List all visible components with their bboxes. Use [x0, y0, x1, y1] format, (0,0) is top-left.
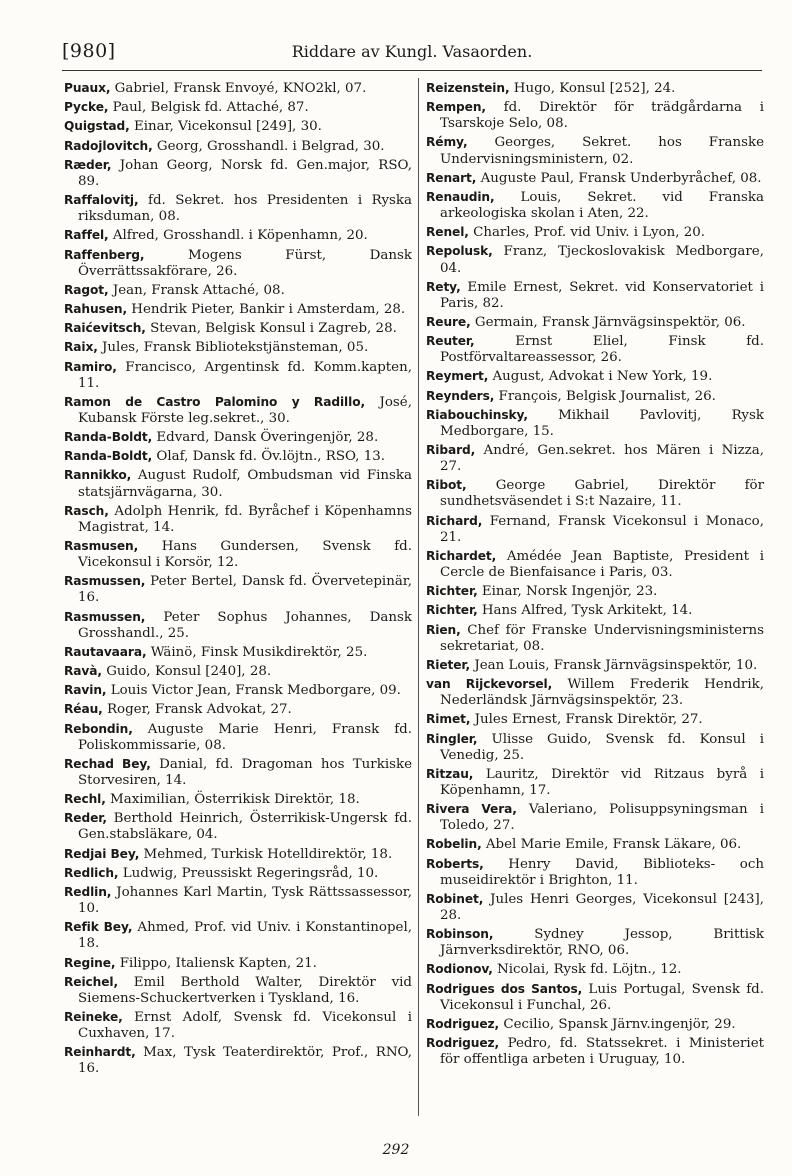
entry-name: Puaux, [64, 81, 111, 95]
entry-details: Einar, Norsk Ingenjör, 23. [481, 584, 658, 600]
entry-name: Ritzau, [426, 766, 474, 781]
entry-name: Ribot, [426, 478, 467, 493]
directory-entry [426, 602, 764, 619]
entry-details: Jean Louis, Fransk Järnvägsinspektör, 10. [474, 657, 758, 673]
directory-entry [64, 609, 412, 642]
entry-name: Reuter, [426, 334, 475, 349]
entry-name: Repolusk, [426, 244, 493, 259]
entry-name: Radojlovitch, [64, 138, 153, 153]
entry-details: August, Advokat i New York, 19. [492, 369, 713, 385]
entry-details: Max, Tysk Teaterdirektör, Prof., RNO, 16. [78, 1045, 412, 1077]
entry-details: Mogens Fürst, Dansk Överrättssakförare, 26. [78, 247, 413, 279]
entry-details: Valeriano, Polisuppsyningsman i Toledo, 27. [440, 802, 764, 834]
entry-name: Redlich, [64, 865, 119, 880]
directory-entry [426, 388, 764, 405]
directory-entry [64, 99, 412, 116]
directory-entry [64, 682, 412, 699]
entry-details: Hugo, Konsul [252], 24. [513, 81, 676, 96]
entry-details: Guido, Konsul [240], 28. [106, 664, 272, 680]
entry-details: Olaf, Dansk fd. Öv.löjtn., RSO, 13. [156, 449, 385, 465]
directory-entry [64, 846, 412, 863]
entry-details: Louis, Sekret. vid Franska arkeologiska skolan i Aten, 22. [440, 189, 764, 222]
entry-name: Reymert, [426, 369, 489, 384]
directory-entry [64, 865, 412, 882]
entry-details: Alfred, Grosshandl. i Köpenhamn, 20. [112, 228, 368, 244]
entry-name: Rechl, [64, 792, 106, 807]
left-column [64, 80, 412, 1080]
directory-entry [426, 961, 764, 978]
entry-details: Pedro, fd. Statssekret. i Ministeriet för offentliga arbeten i Uruguay, 10. [440, 1036, 765, 1068]
entry-name: Robelin, [426, 837, 482, 852]
entry-details: Georg, Grosshandl. i Belgrad, 30. [156, 138, 385, 154]
directory-entry [64, 919, 412, 952]
entry-name: Ræder, [64, 157, 112, 172]
entry-name: Ribard, [426, 443, 476, 458]
entry-details: Danial, fd. Dragoman hos Turkiske Storvesiren, 14. [78, 756, 413, 788]
entry-name: van Rijckevorsel, [426, 677, 553, 692]
entry-name: Rodriguez, [426, 1016, 500, 1031]
entry-name: Reure, [426, 314, 471, 329]
directory-entry [64, 663, 412, 680]
entry-details: Chef för Franske Undervisningsministerns sekretariat, 08. [440, 622, 764, 654]
entry-details: Peter Bertel, Dansk fd. Övervetерinär, 16. [78, 574, 412, 606]
entry-details: Hans Gundersen, Svensk fd. Vicekonsul i Korsör, 12. [78, 539, 412, 571]
entry-name: Ragot, [64, 282, 109, 297]
directory-entry [426, 981, 764, 1014]
entry-name: Renart, [426, 170, 477, 185]
directory-entry [64, 247, 412, 280]
entry-name: Reinhardt, [64, 1045, 136, 1060]
entry-details: Luis Portugal, Svensk fd. Vicekonsul i Funchal, 26. [440, 981, 765, 1013]
entry-name: Rasmussen, [64, 609, 146, 624]
entry-name: Regine, [64, 955, 116, 970]
entry-name: Robinet, [426, 891, 484, 906]
directory-entry [426, 333, 764, 366]
entry-details: Germain, Fransk Järnvägsinspektör, 06. [474, 314, 746, 330]
directory-entry [426, 926, 764, 959]
entry-details: Louis Victor Jean, Fransk Medborgare, 09. [110, 683, 401, 699]
directory-entry [64, 1009, 412, 1042]
entry-details: Stevan, Belgisk Konsul i Zagreb, 28. [150, 321, 397, 337]
directory-entry [426, 711, 764, 728]
entry-name: Redjai Bey, [64, 846, 140, 861]
entry-details: George Gabriel, Direktör för sundhetsväsendet i S:t Nazaire, 11. [440, 478, 764, 510]
directory-entry [426, 801, 764, 834]
entry-details: François, Belgisk Journalist, 26. [498, 388, 716, 404]
entry-name: Raffenberg, [64, 247, 145, 262]
entry-details: André, Gen.sekret. hos Mären i Nizza, 27. [440, 443, 764, 475]
directory-entry [426, 243, 764, 276]
entry-name: Raffel, [64, 228, 109, 243]
directory-entry [426, 170, 764, 187]
entry-name: Reder, [64, 811, 107, 826]
entry-name: Rivera Vera, [426, 802, 517, 817]
folio-number: 292 [382, 1142, 410, 1158]
directory-entry [64, 810, 412, 843]
entry-name: Rasmussen, [64, 574, 146, 589]
entry-name: Rémy, [426, 135, 468, 150]
entry-details: Sydney Jessop, Brittisk Järnverksdirektör, RNO, 06. [440, 927, 764, 959]
directory-entry [426, 279, 764, 312]
directory-entry [64, 791, 412, 808]
entry-details: Einar, Vicekonsul [249], 30. [133, 119, 322, 135]
directory-entry [426, 477, 764, 510]
entry-name: Reynders, [426, 388, 495, 403]
entry-name: Rety, [426, 279, 461, 294]
directory-entry [426, 1035, 764, 1068]
entry-details: Jules Henri Georges, Vicekonsul [243], 28. [440, 891, 764, 923]
entry-name: Raix, [64, 340, 98, 355]
column-divider [418, 78, 419, 1116]
entry-details: Henry David, Biblioteks- och museidirektör i Brighton, 11. [440, 856, 764, 888]
entry-name: Rempen, [426, 100, 486, 115]
entry-details: Ernst Adolf, Svensk fd. Vicekonsul i Cuxhaven, 17. [78, 1010, 412, 1042]
entry-name: Renel, [426, 225, 469, 240]
entry-details: Paul, Belgisk fd. Attaché, 87. [112, 100, 309, 116]
entry-details: Jean, Fransk Attaché, 08. [112, 282, 285, 298]
entry-details: Jules, Fransk Bibliotekstjänsteman, 05. [102, 340, 369, 356]
entry-details: Berthold Heinrich, Österrikisk-Ungersk fd. Gen.stabsläkare, 04. [78, 811, 413, 843]
directory-entry [64, 80, 412, 97]
directory-entry [426, 224, 764, 241]
entry-name: Rebondin, [64, 721, 133, 736]
entry-name: Refik Bey, [64, 920, 133, 935]
entry-details: Georges, Sekret. hos Franske Undervisningsministern, 02. [440, 135, 764, 167]
entry-details: Filippo, Italiensk Kapten, 21. [119, 955, 317, 971]
page-number: [980] [62, 40, 116, 62]
directory-entry [426, 731, 764, 764]
entry-name: Rannikko, [64, 468, 132, 483]
entry-name: Ringler, [426, 731, 478, 746]
entry-details: Jules Ernest, Fransk Direktör, 27. [474, 712, 703, 728]
directory-entry [426, 407, 764, 440]
directory-entry [64, 974, 412, 1007]
entry-details: Wäinö, Finsk Musikdirektör, 25. [150, 644, 368, 660]
entry-name: Richard, [426, 513, 483, 528]
directory-entry [426, 189, 764, 222]
entry-name: Redlin, [64, 885, 112, 900]
directory-entry [426, 622, 764, 655]
directory-entry [64, 359, 412, 392]
entry-name: Richter, [426, 584, 478, 599]
entry-name: Rieter, [426, 657, 471, 672]
page-header [62, 34, 762, 68]
directory-entry [426, 891, 764, 924]
entry-name: Robinson, [426, 927, 494, 942]
entry-details: Willem Frederik Hendrik, Nederländsk Järnvägsinspektör, 23. [440, 677, 764, 709]
right-column [426, 80, 764, 1070]
entry-details: Ludwig, Preussiskt Regeringsråd, 10. [122, 865, 379, 881]
entry-details: fd. Sekret. hos Presidenten i Ryska riksduman, 08. [78, 193, 412, 225]
entry-name: Rodrigues dos Santos, [426, 981, 583, 996]
entry-details: Ahmed, Prof. vid Univ. i Konstantinopel, 18. [78, 920, 413, 952]
directory-entry [64, 138, 412, 155]
entry-name: Réau, [64, 702, 103, 717]
entry-details: Charles, Prof. vid Univ. i Lyon, 20. [473, 225, 706, 241]
directory-entry [64, 467, 412, 500]
directory-entry [426, 836, 764, 853]
directory-entry [64, 1044, 412, 1077]
entry-details: Roger, Fransk Advokat, 27. [106, 702, 292, 718]
entry-details: Mikhail Pavlovitj, Rysk Medborgare, 15. [440, 407, 764, 439]
directory-entry [426, 657, 764, 674]
entry-details: Fernand, Fransk Vicekonsul i Monaco, 21. [440, 513, 764, 545]
entry-details: Edvard, Dansk Överingenjör, 28. [156, 430, 379, 446]
header-rule [62, 70, 762, 71]
directory-entry [64, 503, 412, 536]
directory-entry [426, 1016, 764, 1033]
entry-details: Cecilio, Spansk Järnv.ingenjör, 29. [503, 1016, 736, 1032]
directory-entry [426, 134, 764, 167]
entry-name: Rechad Bey, [64, 756, 151, 771]
directory-entry [64, 192, 412, 225]
entry-details: Adolph Henrik, fd. Byråchef i Köpenhamns Magistrat, 14. [78, 503, 412, 535]
entry-details: Nicolai, Rysk fd. Löjtn., 12. [497, 962, 682, 978]
entry-name: Ramon de Castro Palomino y Radillo, [64, 394, 365, 409]
directory-entry [426, 314, 764, 331]
directory-entry [426, 856, 764, 889]
entry-details: Abel Marie Emile, Fransk Läkare, 06. [485, 837, 742, 853]
entry-name: Reineke, [64, 1010, 123, 1025]
entry-name: Raićevitsch, [64, 321, 146, 336]
directory-entry [64, 701, 412, 718]
entry-details: Johannes Karl Martin, Tysk Rättssassessor, 10. [78, 885, 412, 917]
directory-entry [64, 320, 412, 337]
entry-details: Maximilian, Österrikisk Direktör, 18. [110, 792, 360, 808]
entry-name: Rasch, [64, 503, 109, 518]
entry-name: Ravà, [64, 664, 102, 679]
entry-name: Pycke, [64, 100, 109, 115]
entry-name: Rodriguez, [426, 1036, 500, 1051]
entry-details: Hendrik Pieter, Bankir i Amsterdam, 28. [131, 301, 406, 317]
entry-details: Emile Ernest, Sekret. vid Konservatoriet i Paris, 82. [440, 279, 764, 311]
entry-details: Hans Alfred, Tysk Arkitekt, 14. [481, 603, 693, 619]
directory-entry [64, 448, 412, 465]
directory-entry [426, 442, 764, 475]
entry-details: José, Kubansk Förste leg.sekret., 30. [78, 394, 412, 426]
directory-entry [64, 756, 412, 789]
directory-entry [426, 513, 764, 546]
directory-entry [64, 955, 412, 972]
entry-details: fd. Direktör för trädgårdarna i Tsarskoje Selo, 08. [440, 100, 764, 132]
entry-name: Rimet, [426, 712, 471, 727]
running-title: Riddare av Kungl. Vasaorden. [291, 42, 533, 61]
directory-entry [426, 766, 764, 799]
entry-name: Rautavaara, [64, 644, 147, 659]
entry-name: Raffalovitj, [64, 193, 139, 208]
entry-details: Franz, Tjeckoslovakisk Medborgare, 04. [440, 244, 764, 276]
directory-entry [64, 118, 412, 135]
entry-name: Roberts, [426, 856, 484, 871]
entry-details: Auguste Marie Henri, Fransk fd. Poliskommissarie, 08. [78, 721, 412, 753]
entry-details: Johan Georg, Norsk fd. Gen.major, RSO, 89. [78, 157, 412, 189]
entry-name: Renaudin, [426, 189, 495, 204]
entry-name: Rien, [426, 622, 461, 637]
entry-details: Peter Sophus Johannes, Dansk Grosshandl., 25. [78, 609, 412, 641]
directory-entry [64, 644, 412, 661]
entry-name: Reichel, [64, 974, 119, 989]
entry-name: Rahusen, [64, 301, 127, 316]
directory-entry [64, 394, 412, 427]
directory-entry [426, 583, 764, 600]
entry-details: August Rudolf, Ombudsman vid Finska statsjärnvägarna, 30. [78, 468, 412, 500]
entry-name: Rasmusen, [64, 539, 139, 554]
entry-details: Ernst Eliel, Finsk fd. Postförvaltareassessor, 26. [440, 334, 764, 366]
directory-entry [64, 282, 412, 299]
directory-entry [64, 227, 412, 244]
directory-entry [64, 721, 412, 754]
directory-entry [64, 429, 412, 446]
entry-details: Francisco, Argentinsk fd. Komm.kapten, 11. [78, 359, 412, 391]
entry-name: Reizenstein, [426, 81, 510, 95]
entry-name: Riabouchinsky, [426, 407, 528, 422]
directory-entry [64, 884, 412, 917]
entry-name: Quigstad, [64, 119, 130, 134]
directory-entry [64, 538, 412, 571]
entry-name: Randa-Boldt, [64, 449, 153, 464]
directory-entry [64, 573, 412, 606]
entry-details: Amédée Jean Baptiste, President i Cercle de Bienfaisance i Paris, 03. [440, 548, 764, 581]
directory-entry [64, 301, 412, 318]
directory-entry [426, 676, 764, 709]
entry-name: Randa-Boldt, [64, 430, 153, 445]
directory-entry [64, 339, 412, 356]
directory-entry [64, 157, 412, 190]
entry-name: Ravin, [64, 683, 107, 698]
entry-name: Richter, [426, 603, 478, 618]
entry-details: Lauritz, Direktör vid Ritzaus byrå i Köpenhamn, 17. [440, 766, 764, 798]
directory-entry [426, 99, 764, 132]
entry-details: Emil Berthold Walter, Direktör vid Siemens-Schuckertverken i Tyskland, 16. [78, 974, 412, 1006]
directory-entry [426, 368, 764, 385]
entry-name: Rodionov, [426, 962, 493, 977]
entry-name: Ramiro, [64, 359, 117, 374]
directory-entry [426, 80, 764, 97]
directory-entry [426, 548, 764, 581]
entry-details: Gabriel, Fransk Envoyé, KNO2kl, 07. [114, 81, 367, 96]
entry-details: Auguste Paul, Fransk Underbyråchef, 08. [480, 170, 762, 186]
entry-details: Ulisse Guido, Svensk fd. Konsul i Venedig, 25. [440, 731, 764, 763]
entry-name: Richardet, [426, 548, 497, 563]
entry-details: Mehmed, Turkisk Hotelldirektör, 18. [143, 846, 393, 862]
